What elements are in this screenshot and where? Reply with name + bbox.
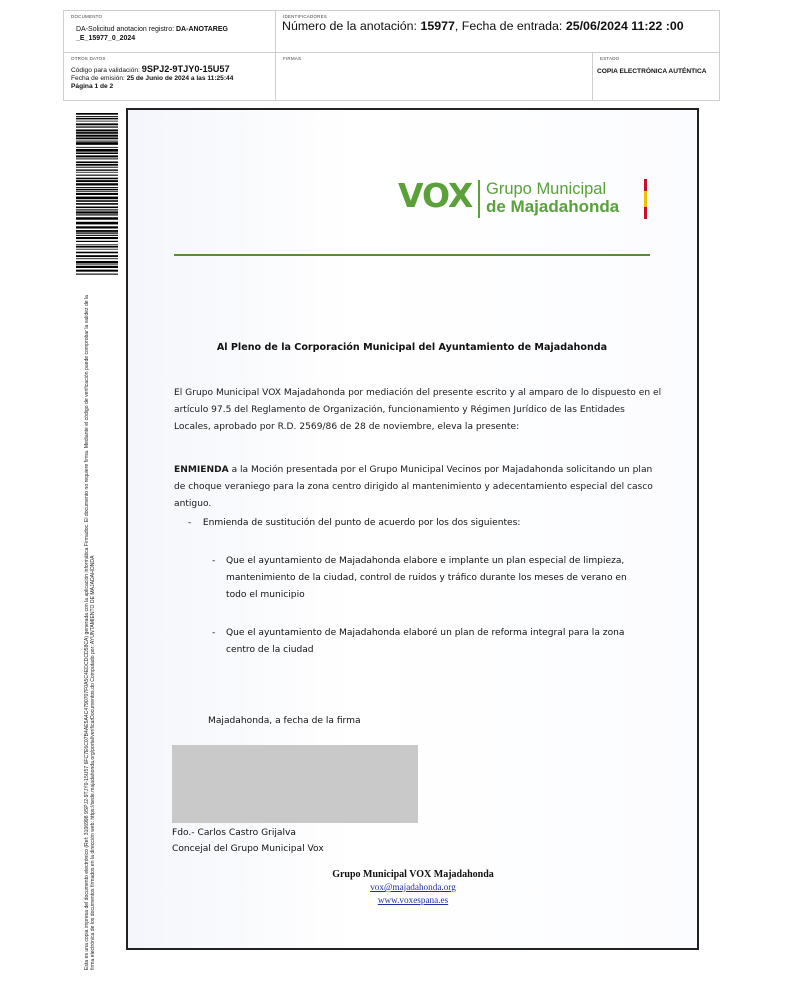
redacted-signature: [172, 745, 418, 823]
fecha-entrada: 25/06/2024 11:22 :00: [565, 19, 684, 33]
logo-line-2: de Majadahonda: [486, 197, 620, 216]
letter-footer: [278, 868, 548, 907]
spain-flag-icon: [644, 179, 647, 219]
vox-logo: [398, 174, 658, 224]
documento-cell: [64, 11, 276, 53]
bullet-sub-b: - Que el ayuntamiento de Majadahonda elaboré un plan de reforma integral para la zona centro de la ciudad: [212, 628, 625, 655]
firmas-label: FIRMAS: [283, 56, 302, 61]
identificadores-text: Número de la anotación: 15977, Fecha de entrada: 25/06/2024 11:22 :00: [282, 19, 684, 33]
enmienda-paragraph: ENMIENDA a la Moción presentada por el Grupo Municipal Vecinos por Majadahonda solicitando un plan de choque veraniego para la zona centro dirigido al mantenimiento y adecentamiento especial del casco antiguo.: [174, 465, 653, 509]
footer-email-link[interactable]: vox@majadahonda.org: [370, 882, 456, 892]
numero-anotacion: 15977: [420, 19, 455, 33]
otros-datos-cell: [64, 53, 276, 101]
estado-value: COPIA ELECTRÓNICA AUTÉNTICA: [597, 68, 707, 75]
firmas-cell: [276, 53, 593, 101]
signer-block: [172, 825, 324, 857]
header-divider: [174, 254, 650, 256]
otros-datos-label: OTROS DATOS: [71, 56, 106, 61]
enmienda-label: ENMIENDA: [174, 465, 229, 475]
barcode-image: [76, 113, 118, 276]
estado-label: ESTADO: [600, 56, 620, 61]
place-date: Majadahonda, a fecha de la firma: [208, 716, 361, 726]
documento-value: DA-ANOTAREG _E_15977_0_2024: [76, 26, 228, 42]
signer-role: Concejal del Grupo Municipal Vox: [172, 844, 324, 854]
fecha-emision: 25 de Junio de 2024 a las 11:25:44: [126, 75, 234, 82]
codigo-validacion: 9SPJ2-9TJY0-15U57: [141, 64, 230, 74]
letter-heading: Al Pleno de la Corporación Municipal del Ayuntamiento de Majadahonda: [216, 342, 608, 353]
bullet-sub-a: - Que el ayuntamiento de Majadahonda elabore e implante un plan especial de limpieza, mantenimiento de la ciudad, control de ruidos y tráfico durante los meses de verano en todo el municipio: [212, 556, 627, 600]
pagina-indicator: Página 1 de 2: [71, 83, 114, 90]
documento-text: DA-Solicitud anotacion registro: DA-ANOTAREG _E_15977_0_2024: [76, 26, 228, 42]
documento-label: DOCUMENTO: [71, 14, 103, 19]
footer-title: Grupo Municipal VOX Majadahonda: [332, 869, 494, 880]
scanned-letter-page: [126, 108, 699, 950]
document-header-table: [63, 10, 720, 101]
verification-side-text: Esta es una copia impresa del documento electrónico (Ref: 3106998 9SPJ2-9TJY0-15U57 6FC7E6C07B4AE5A4C4790707F0A5C4EDCDCD58CA) generada con la aplicación informática Firmadoc. El documento no requiere firma. Mediante el código de verificación puede comprobar la validez de la firma electrónica de los documentos firmados en la dirección web: https://sede.majadahonda.org/portal/verificarDocumentos.do Computado por: AYUNTAMIENTO DE MAJADAHONDA: [84, 294, 97, 970]
intro-paragraph: El Grupo Municipal VOX Majadahonda por mediación del presente escrito y al amparo de lo dispuesto en el artículo 97.5 del Reglamento de Organización, funcionamiento y Régimen Jurídico de las Entidades Locales, aprobado por R.D. 2569/86 de 28 de noviembre, eleva la presente:: [174, 388, 662, 432]
estado-cell: [593, 53, 720, 101]
footer-web-link[interactable]: www.voxespana.es: [377, 895, 449, 905]
logo-separator: [478, 180, 480, 218]
bullet-main: - Enmienda de sustitución del punto de acuerdo por los dos siguientes:: [188, 518, 521, 528]
identificadores-cell: [276, 11, 720, 53]
logo-line-1: Grupo Municipal: [486, 180, 607, 198]
vox-brand: VOX: [398, 176, 473, 215]
identificadores-label: IDENTIFICADORES: [283, 14, 328, 19]
otros-datos-text: Código para validación: 9SPJ2-9TJY0-15U57 Fecha de emisión: 25 de Junio de 2024 a las 11:25:44 Página 1 de 2: [71, 64, 234, 90]
signer-name: Fdo.- Carlos Castro Grijalva: [172, 828, 296, 838]
